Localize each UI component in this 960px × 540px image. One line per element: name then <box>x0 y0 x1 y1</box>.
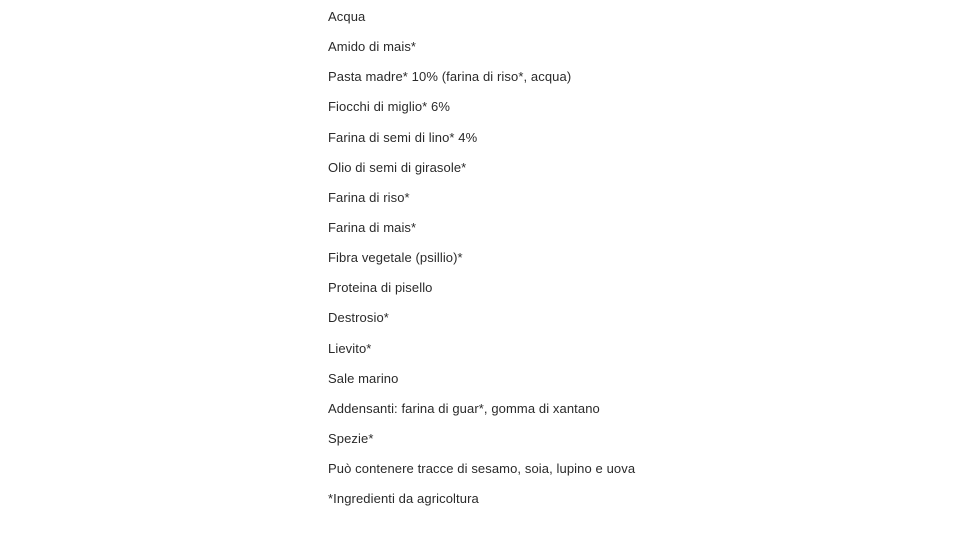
ingredient-item: Acqua <box>328 9 366 24</box>
ingredient-item: Proteina di pisello <box>328 280 433 296</box>
ingredient-item: Addensanti: farina di guar*, gomma di xantano <box>328 400 600 416</box>
ingredient-item: Sale marino <box>328 370 399 386</box>
ingredient-item: Destrosio* <box>328 310 389 326</box>
ingredient-item: Fiocchi di miglio* 6% <box>328 99 451 115</box>
ingredient-item: Farina di mais* <box>328 219 417 235</box>
ingredient-item: *Ingredienti da agricoltura <box>328 491 479 507</box>
ingredient-item: Fibra vegetale (psillio)* <box>328 250 463 266</box>
ingredient-item: Spezie* <box>328 430 374 446</box>
ingredient-item: Farina di semi di lino* 4% <box>328 129 478 145</box>
ingredient-list <box>328 0 635 512</box>
ingredient-item: Può contenere tracce di sesamo, soia, lupino e uova <box>328 461 636 477</box>
ingredient-item: Olio di semi di girasole* <box>328 159 467 175</box>
ingredient-item: Amido di mais* <box>328 39 417 55</box>
ingredient-item: Pasta madre* 10% (farina di riso*, acqua) <box>328 69 572 85</box>
ingredient-item: Farina di riso* <box>328 189 410 205</box>
ingredient-item: Lievito* <box>328 340 372 356</box>
